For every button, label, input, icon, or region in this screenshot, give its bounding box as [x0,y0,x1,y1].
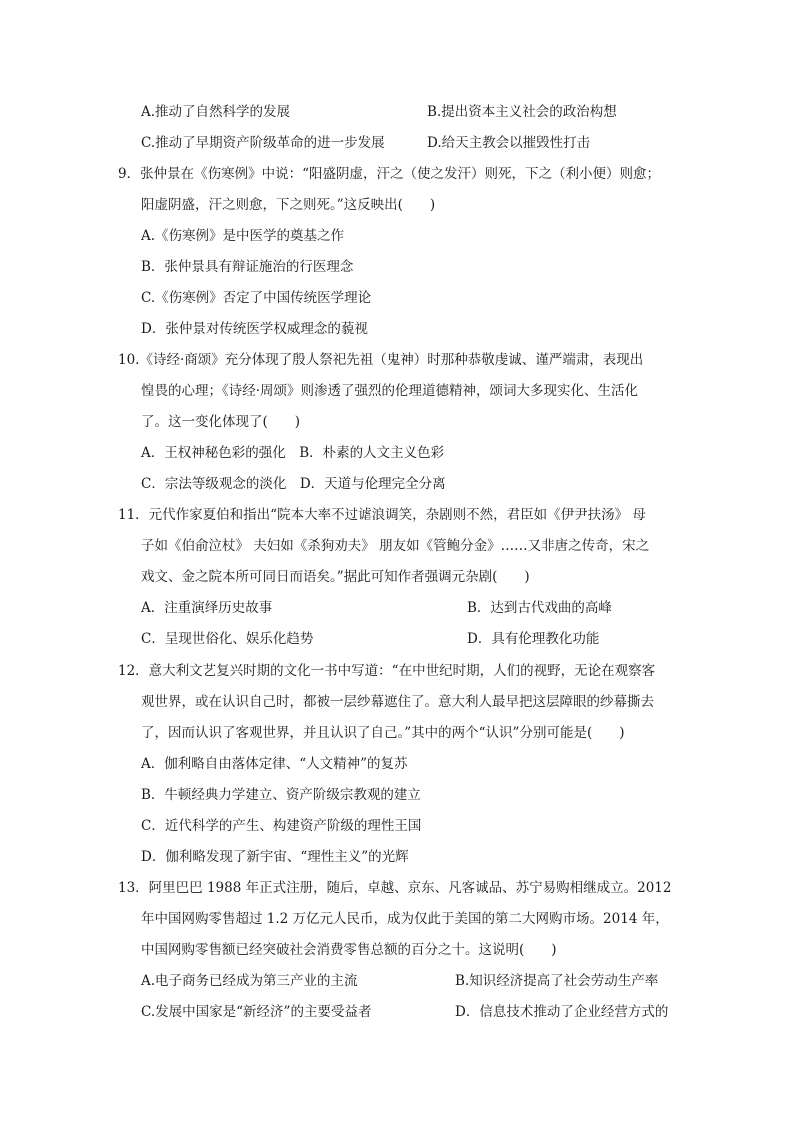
q12-option-a: A．伽利略自由落体定律、“人文精神”的复苏 [141,756,408,772]
q8-option-c: C.推动了早期资产阶级革命的进一步发展 [141,135,385,151]
q9-option-d: D．张仲景对传统医学权威理念的藐视 [141,321,368,337]
q13-option-d: D．信息技术推动了企业经营方式的 [455,1004,669,1020]
q11-option-d: D．具有伦理教化功能 [467,631,600,647]
q9-stem-line1: 9．张仲景在《伤寒例》中说：“阳盛阴虚，汗之（使之发汗）则死，下之（利小便）则愈； [118,166,660,182]
q12-stem-line2: 观世界，或在认识自己时，都被一层纱幕遮住了。意大利人最早把这层障眼的纱幕撕去 [141,694,654,710]
q10-options-cd: C．宗法等级观念的淡化 D．天道与伦理完全分离 [141,476,446,492]
q12-option-b: B．牛顿经典力学建立、资产阶级宗教观的建立 [141,787,421,803]
q13-option-c: C.发展中国家是“新经济”的主要受益者 [141,1004,372,1020]
q13-stem-line3: 中国网购零售额已经突破社会消费零售总额的百分之十。这说明( ) [141,942,557,958]
q12-stem-line3: 了，因而认识了客观世界，并且认识了自己。”其中的两个“认识”分别可能是( ) [141,725,625,741]
q13-stem-line2: 年中国网购零售超过 1.2 万亿元人民币，成为仅此于美国的第二大网购市场。2014 年， [141,911,669,927]
q10-options-ab: A．王权神秘色彩的强化 B．朴素的人文主义色彩 [141,445,445,461]
q13-stem-line1: 13．阿里巴巴 1988 年正式注册，随后，卓越、京东、凡客诚品、苏宁易购相继成立。2012 [118,880,672,896]
q13-option-b: B.知识经济提高了社会劳动生产率 [455,973,659,989]
q9-option-a: A.《伤寒例》是中医学的奠基之作 [141,228,345,244]
q11-option-a: A．注重演绎历史故事 [141,600,273,616]
q12-option-d: D．伽利略发现了新宇宙、“理性主义”的光辉 [141,849,409,865]
q13-option-a: A.电子商务已经成为第三产业的主流 [141,973,358,989]
q8-option-d: D.给天主教会以摧毁性打击 [427,135,591,151]
q11-stem-line2: 子如《伯俞泣杖》 夫妇如《杀狗劝夫》 朋友如《管鲍分金》……又非唐之传奇，宋之 [141,538,650,554]
q8-option-a: A.推动了自然科学的发展 [141,104,291,120]
q12-stem-line1: 12．意大利文艺复兴时期的文化一书中写道：“在中世纪时期，人们的视野，无论在观察客 [118,663,656,679]
q11-stem-line1: 11．元代作家夏伯和指出“院本大率不过谑浪调笑，杂剧则不然，君臣如《伊尹扶汤》 母 [118,507,646,523]
q11-option-b: B．达到古代戏曲的高峰 [467,600,612,616]
q8-option-b: B.提出资本主义社会的政治构想 [427,104,617,120]
q9-option-c: C.《伤寒例》否定了中国传统医学理论 [141,290,372,306]
q11-option-c: C．呈现世俗化、娱乐化趋势 [141,631,314,647]
q9-stem-line2: 阳虚阴盛，汗之则愈，下之则死。”这反映出( ) [141,197,436,213]
q10-stem-line1: 10.《诗经·商颂》充分体现了殷人祭祀先祖（鬼神）时那种恭敬虔诚、谨严端肃，表现出 [118,352,644,368]
q11-stem-line3: 戏文、金之院本所可同日而语矣。”据此可知作者强调元杂剧( ) [141,569,530,585]
q10-stem-line2: 惶畏的心理；《诗经·周颂》则渗透了强烈的伦理道德精神，颂词大多现实化、生活化 [141,383,639,399]
q12-option-c: C．近代科学的产生、构建资产阶级的理性王国 [141,818,422,834]
q10-stem-line3: 了。这一变化体现了( ) [141,414,301,430]
q9-option-b: B．张仲景具有辩证施治的行医理念 [141,259,354,275]
